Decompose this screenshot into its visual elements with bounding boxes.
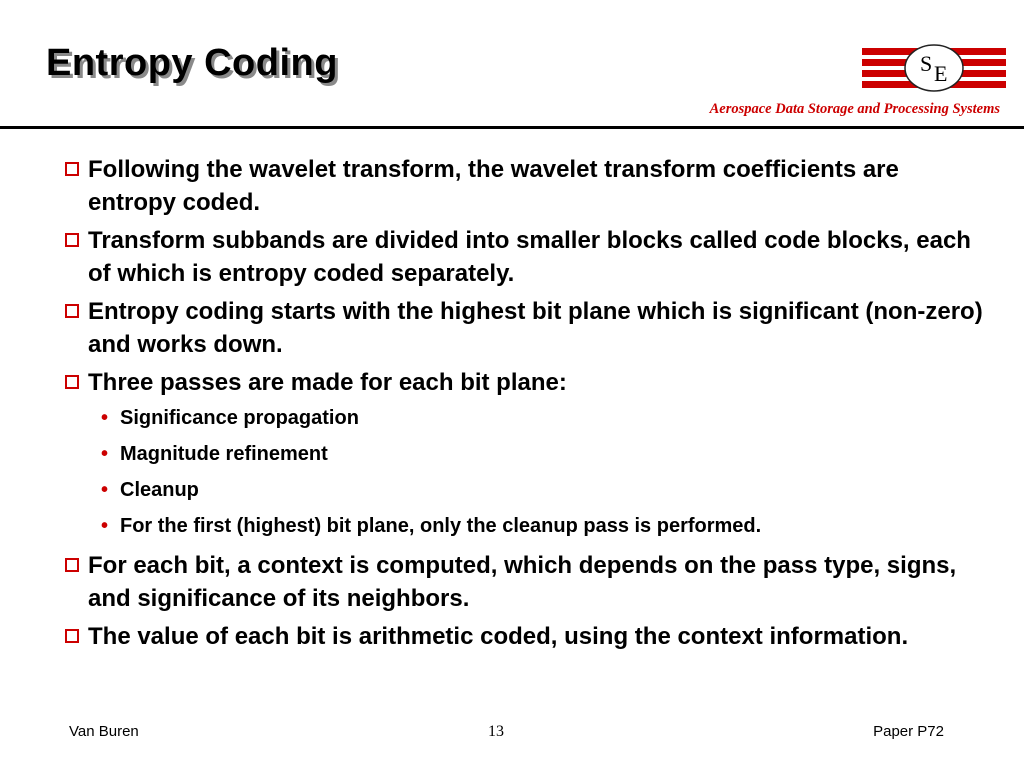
bullet-text: Transform subbands are divided into smaller blocks called code blocks, each of which is entropy coded separately.: [88, 227, 971, 287]
bullet-text: Following the wavelet transform, the wavelet transform coefficients are entropy coded.: [88, 156, 899, 216]
logo-letter-e: E: [934, 61, 948, 86]
bullet-item: [64, 366, 984, 399]
dot-icon: •: [101, 407, 109, 429]
bullet-text: Three passes are made for each bit plane:: [88, 369, 567, 396]
sub-bullet-text: Significance propagation: [120, 407, 359, 429]
bullet-item: [64, 295, 984, 361]
hollow-square-icon: [65, 558, 79, 572]
slide-content: [64, 153, 984, 658]
logo-letter-s: S: [920, 51, 933, 76]
bullet-item: [64, 549, 984, 615]
footer-paper-id: Paper P72: [873, 723, 944, 740]
bullet-item: [64, 224, 984, 290]
hollow-square-icon: [65, 629, 79, 643]
bullet-text: For each bit, a context is computed, which depends on the pass type, signs, and significance of its neighbors.: [88, 552, 957, 612]
hollow-square-icon: [65, 162, 79, 176]
bullet-item: [64, 153, 984, 219]
sub-bullet-text: Magnitude refinement: [120, 443, 328, 465]
bullet-text: The value of each bit is arithmetic coded, using the context information.: [88, 623, 909, 650]
sub-bullet-text: For the first (highest) bit plane, only the cleanup pass is performed.: [120, 515, 762, 537]
sub-bullet-text: Cleanup: [120, 479, 199, 501]
hollow-square-icon: [65, 233, 79, 247]
dot-icon: •: [101, 515, 109, 537]
company-tagline: Aerospace Data Storage and Processing Systems: [709, 101, 1000, 117]
footer-page-number: 13: [488, 723, 504, 740]
header-divider: [0, 126, 1024, 129]
sub-bullet-item: [101, 476, 984, 504]
dot-icon: •: [101, 479, 109, 501]
page-title: Entropy Coding: [46, 42, 338, 84]
footer-author: Van Buren: [69, 723, 139, 740]
hollow-square-icon: [65, 375, 79, 389]
sub-bullet-item: [101, 404, 984, 432]
sub-bullet-item: [101, 512, 984, 540]
bullet-item: [64, 620, 984, 653]
se-logo: [862, 44, 1006, 96]
sub-bullet-item: [101, 440, 984, 468]
hollow-square-icon: [65, 304, 79, 318]
bullet-text: Entropy coding starts with the highest bit plane which is significant (non-zero) and works down.: [88, 298, 983, 358]
dot-icon: •: [101, 443, 109, 465]
